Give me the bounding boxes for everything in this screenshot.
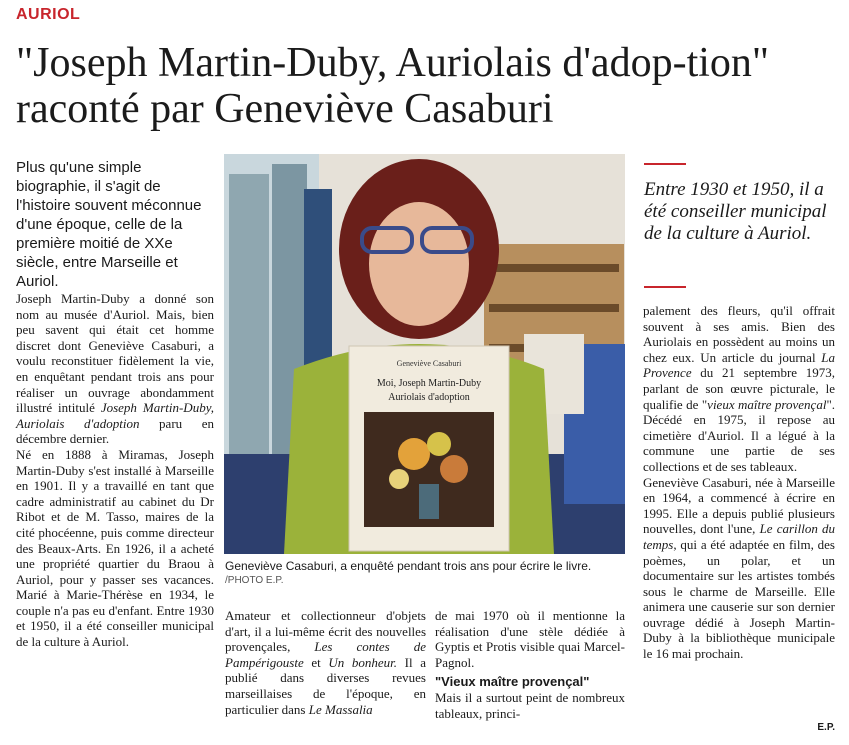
col2-paragraph <box>225 608 426 717</box>
italic-run: Le carillon du temps <box>643 521 835 552</box>
book-author-text: Geneviève Casaburi <box>396 359 462 368</box>
headline: "Joseph Martin-Duby, Auriolais d'adop-tion" raconté par Geneviève Casaburi <box>16 40 770 132</box>
photo-credit: /PHOTO E.P. <box>225 575 284 586</box>
text-run: Joseph Martin-Duby a donné son nom au musée d'Auriol. Mais, bien peu savent qui était cet homme discret dont Geneviève Casaburi, a voulu reconstituer fidèlement la vie, en enquêtant pendant trois ans pour réaliser un ouvrage abondamment illustré intitulé <box>16 291 214 416</box>
italic-run: vieux maître provençal <box>707 396 827 412</box>
book-title-line1: Moi, Joseph Martin-Duby <box>376 378 482 389</box>
text-run: Amateur et collectionneur d'objets d'art, il a lui-même écrit des nouvelles provençales, <box>225 608 426 655</box>
italic-run: Un bonheur. <box>328 654 398 670</box>
col3-paragraph-1: de mai 1970 où il mentionne la réalisation d'une stèle dédiée à Gyptis et Protis visible quai Marcel-Pagnol. <box>435 608 625 670</box>
italic-run: Les contes de Pampérigouste <box>225 639 426 670</box>
pull-quote: Entre 1930 et 1950, il a été conseiller municipal de la culture à Auriol. <box>644 179 827 244</box>
photo-caption: Geneviève Casaburi, a enquêté pendant trois ans pour écrire le livre. <box>225 559 592 573</box>
column-2 <box>225 608 426 717</box>
section-kicker: AURIOL <box>16 6 81 23</box>
text-run: , qui a été adaptée en film, des poèmes, un polar, et un documentaire sur les artistes tombés sous le charme de Marseille. Elle animera une causerie sur son dernier ouvrage dédié à Joseph Martin-Duby à la bibliothèque municipale le 16 mai prochain. <box>643 536 835 662</box>
photo-illustration <box>224 154 625 554</box>
column-1 <box>16 291 214 650</box>
col4-paragraph-1 <box>643 303 835 475</box>
book-title-line2: Auriolais d'adoption <box>388 392 470 403</box>
col1-paragraph-2: Né en 1888 à Miramas, Joseph Martin-Duby s'est installé à Marseille en 1901. Il y a travaillé en tant que cadre administratif au cabinet du Dr Ribot et de M. Tasso, maires de la cité phocéenne, puis comme directeur des Beaux-Arts. En 1926, il a acheté une propriété quartier du Braou à Auriol, pour y passer ses vacances. Marié à Marie-Thérèse en 1934, le couple n'a pas eu d'enfant. Entre 1930 et 1950, il a été conseiller municipal de la culture à Auriol. <box>16 446 214 650</box>
text-run: et <box>303 654 329 670</box>
text-run: ". Décédé en 1975, il repose au cimetière d'Auriol. Il a légué à la commune une partie de ses collections et de ses tableaux. <box>643 396 835 474</box>
italic-run: Le Massalia <box>308 701 373 717</box>
author-signature: E.P. <box>817 722 835 733</box>
text-run: paru en décembre dernier. <box>16 415 214 447</box>
text-run: Geneviève Casaburi, née à Marseille en 1964, a commencé à écrire en 1995. Elle a depuis publié plusieurs nouvelles, dont l'une, <box>643 474 835 537</box>
text-run: palement des fleurs, qu'il offrait souvent à ses amis. Bien des Auriolais en possèdent au moins un chez eux. Un article du journal <box>643 303 835 365</box>
text-run: du 21 septembre 1973, parlant de son œuvre picturale, le qualifie de " <box>643 365 835 412</box>
book-title-italic: Joseph Martin-Duby, Auriolais d'adoption <box>16 400 215 431</box>
column-4 <box>643 303 835 662</box>
column-3 <box>435 608 625 722</box>
text-run: Il a publié dans diverses revues marseillaises de l'époque, en particulier dans <box>225 654 426 717</box>
italic-run: La Provence <box>643 349 835 381</box>
pull-quote-rule-bottom <box>644 286 686 288</box>
lead-paragraph: Plus qu'une simple biographie, il s'agit de l'histoire souvent méconnue d'une époque, celle de la première moitié de XXe siècle, entre Marseille et Auriol. <box>16 159 202 290</box>
col4-paragraph-2 <box>643 475 835 662</box>
col3-paragraph-2: Mais il a surtout peint de nombreux tableaux, princi- <box>435 690 625 721</box>
col1-paragraph-1 <box>16 291 214 447</box>
article-photo <box>224 154 625 554</box>
pull-quote-rule-top <box>644 163 686 165</box>
subheading: "Vieux maître provençal" <box>435 674 590 690</box>
